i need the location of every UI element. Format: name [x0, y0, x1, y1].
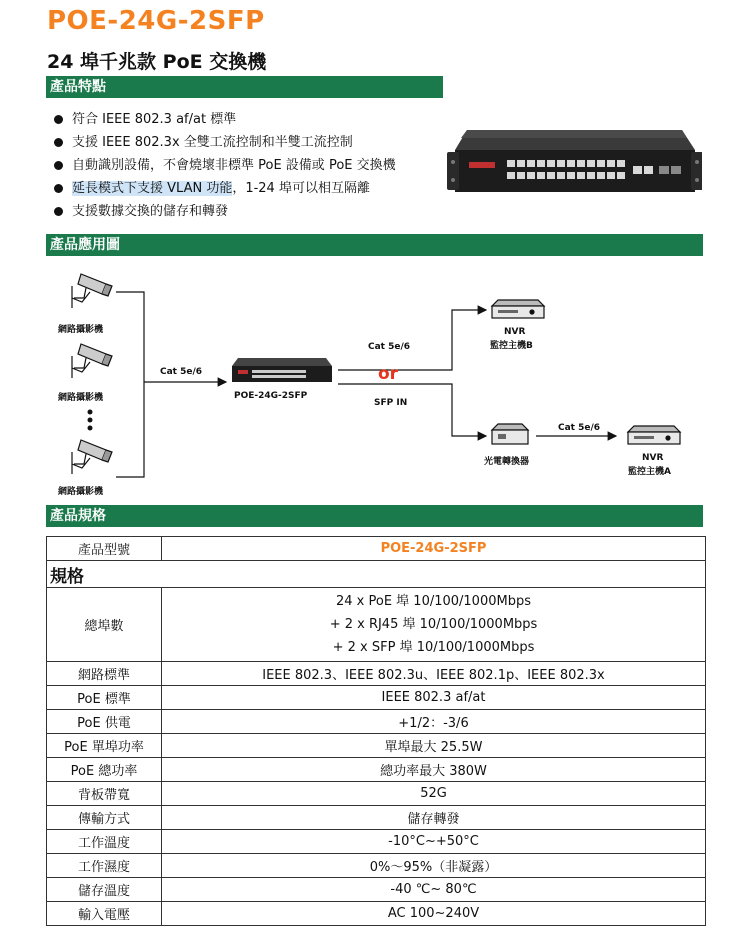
cable-label: Cat 5e/6: [368, 342, 411, 352]
camera-label: 網路攝影機: [58, 325, 104, 335]
nvr-label: NVR: [642, 453, 664, 463]
section-features-header: 產品特點: [46, 76, 443, 98]
media-converter-icon: [492, 424, 528, 444]
camera-icon: [72, 274, 112, 308]
switch-product-image: [447, 110, 702, 210]
application-diagram: [46, 262, 706, 502]
bullet-icon: [54, 161, 63, 170]
feature-item: 自動識別設備，不會燒壞非標準 PoE 設備或 PoE 交換機: [52, 154, 396, 177]
bullet-icon: [54, 115, 63, 124]
more-dots-icon: [88, 410, 93, 431]
bullet-icon: [54, 138, 63, 147]
feature-item: 延長模式下支援 VLAN 功能，1-24 埠可以相互隔離: [52, 177, 396, 200]
feature-item: 符合 IEEE 802.3 af/at 標準: [52, 108, 396, 131]
section-specs-header: 產品規格: [46, 505, 703, 527]
table-row: 工作溫度 -10°C~+50°C: [47, 830, 706, 854]
table-row: 傳輸方式 儲存轉發: [47, 806, 706, 830]
nvr-icon: [628, 426, 680, 444]
spec-section-title: 規格: [47, 561, 706, 588]
table-row: 工作濕度 0%～95%（非凝露）: [47, 854, 706, 878]
nvr-b-label: 監控主機B: [490, 341, 533, 351]
cable-label: Cat 5e/6: [160, 367, 203, 377]
camera-icon: [72, 344, 112, 378]
feature-item: 支援數據交換的儲存和轉發: [52, 200, 396, 223]
product-subtitle: 24 埠千兆款 PoE 交換機: [47, 51, 267, 73]
cable-label: Cat 5e/6: [558, 423, 601, 433]
bullet-icon: [54, 207, 63, 216]
product-title: POE-24G-2SFP: [47, 6, 265, 36]
or-label: or: [378, 364, 399, 384]
table-row: 背板帶寬 52G: [47, 782, 706, 806]
table-row: 網路標準 IEEE 802.3、IEEE 802.3u、IEEE 802.1p、IEEE 802.3x: [47, 662, 706, 686]
bullet-icon: [54, 184, 63, 193]
spec-key: 產品型號: [47, 537, 162, 561]
table-row: PoE 供電 +1/2：-3/6: [47, 710, 706, 734]
nvr-label: NVR: [504, 327, 526, 337]
camera-icon: [72, 440, 112, 474]
table-row: [47, 561, 706, 588]
table-row: 輸入電壓 AC 100~240V: [47, 902, 706, 926]
section-application-header: 產品應用圖: [46, 234, 703, 256]
nvr-a-label: 監控主機A: [628, 467, 671, 477]
switch-icon: [232, 358, 332, 382]
feature-list: [52, 108, 396, 223]
spec-table: [46, 536, 706, 926]
ports-value: 24 x PoE 埠 10/100/1000Mbps + 2 x RJ45 埠 10/100/1000Mbps + 2 x SFP 埠 10/100/1000Mbps: [162, 588, 706, 662]
table-row: 儲存溫度 -40 ℃~ 80℃: [47, 878, 706, 902]
table-row: [47, 588, 706, 662]
feature-item: 支援 IEEE 802.3x 全雙工流控制和半雙工流控制: [52, 131, 396, 154]
model-value: POE-24G-2SFP: [162, 537, 706, 561]
camera-label: 網路攝影機: [58, 487, 104, 497]
table-row: PoE 單埠功率 單埠最大 25.5W: [47, 734, 706, 758]
table-row: PoE 總功率 總功率最大 380W: [47, 758, 706, 782]
sfp-label: SFP IN: [374, 398, 408, 408]
spec-key: 總埠數: [47, 588, 162, 662]
table-row: [47, 537, 706, 561]
table-row: PoE 標準 IEEE 802.3 af/at: [47, 686, 706, 710]
switch-label: POE-24G-2SFP: [234, 391, 308, 401]
camera-label: 網路攝影機: [58, 393, 104, 403]
converter-label: 光電轉換器: [484, 457, 530, 467]
nvr-icon: [492, 300, 544, 318]
highlighted-text: 延長模式下支援 VLAN 功能: [72, 181, 233, 196]
